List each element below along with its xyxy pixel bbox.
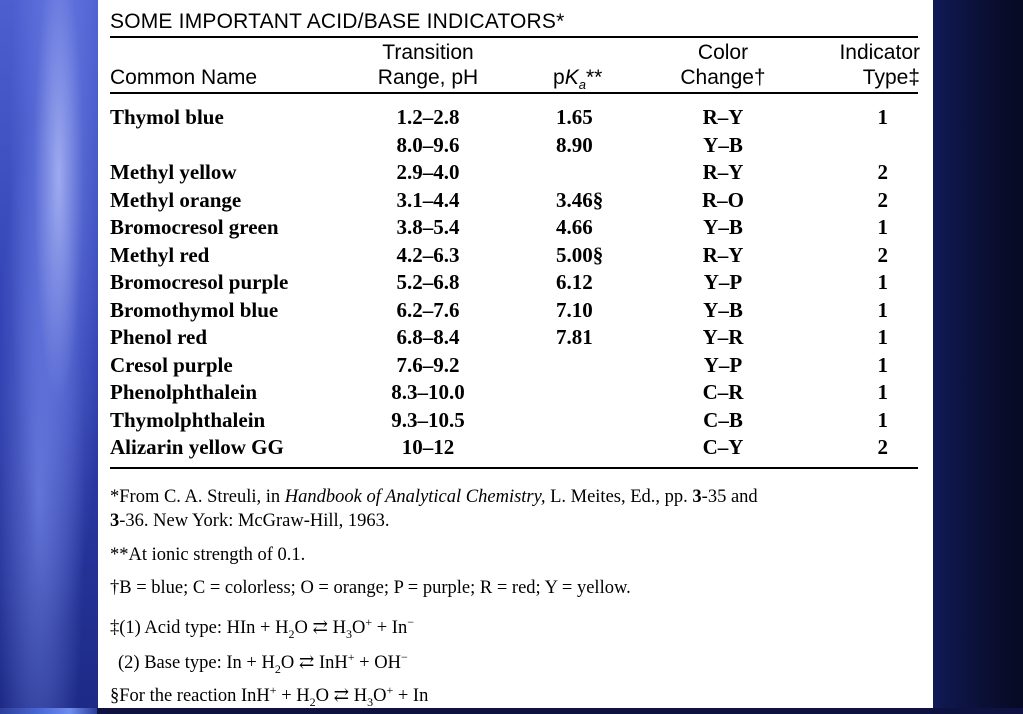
header-color-line1: Color (697, 41, 749, 64)
indicator-table-page (98, 0, 933, 708)
table-bottom-rule (110, 467, 918, 469)
reaction-text-1: §For the reaction InH (110, 686, 270, 707)
cell-common-name: Phenol red (110, 325, 208, 349)
cell-common-name: Methyl orange (110, 187, 242, 212)
cell-indicator-type: 1 (877, 407, 888, 432)
cell-color-change: Y–B (703, 132, 743, 157)
acid-type-text-4: + In (372, 618, 408, 639)
cell-transition-range: 9.3–10.5 (391, 407, 465, 432)
cell-transition-range: 8.3–10.0 (391, 380, 465, 404)
base-type-sup-2: − (400, 650, 408, 664)
footnote-color-key: †B = blue; C = colorless; O = orange; P = purple; R = red; Y = yellow. (110, 578, 631, 598)
header-rule (110, 92, 918, 94)
cell-indicator-type: 2 (877, 435, 888, 459)
cell-pka: 7.10 (556, 297, 593, 322)
header-type-line1: Indicator (839, 41, 920, 64)
title-rule (110, 36, 918, 38)
cell-color-change: C–B (703, 407, 743, 432)
table-row (98, 105, 933, 132)
table-row (98, 298, 933, 325)
reaction-sup-2: + (386, 683, 394, 697)
cell-transition-range: 3.8–5.4 (396, 215, 460, 239)
cell-pka: 7.81 (556, 325, 593, 349)
acid-type-sub-2: 3 (345, 626, 352, 641)
cell-common-name: Thymol blue (110, 105, 224, 129)
table-row (98, 133, 933, 160)
base-type-sup-1: + (347, 650, 355, 664)
table-title: SOME IMPORTANT ACID/BASE INDICATORS* (110, 10, 565, 33)
footnote-source (110, 485, 758, 533)
header-indicator-type (798, 40, 920, 90)
cell-color-change: R–O (702, 187, 744, 212)
cell-common-name: Phenolphthalein (110, 380, 258, 404)
cell-indicator-type: 1 (877, 215, 888, 239)
reaction-sub-2: 3 (367, 694, 374, 709)
table-row (98, 435, 933, 462)
acid-type-sup-1: + (365, 615, 373, 629)
cell-transition-range: 6.8–8.4 (396, 325, 460, 349)
table-row (98, 188, 933, 215)
reaction-sub-1: 2 (309, 694, 316, 709)
cell-color-change: R–Y (702, 160, 744, 184)
cell-pka: 5.00§ (556, 242, 604, 267)
cell-indicator-type: 1 (877, 297, 888, 322)
acid-type-text-2: O ⇄ H (294, 618, 346, 639)
cell-indicator-type: 1 (877, 270, 888, 294)
footnote-source-page-chapter-2: 3 (110, 511, 120, 531)
cell-indicator-type: 2 (877, 187, 888, 212)
cell-transition-range: 4.2–6.3 (396, 242, 460, 267)
cell-transition-range: 6.2–7.6 (396, 297, 460, 322)
cell-transition-range: 8.0–9.6 (396, 132, 460, 157)
cell-transition-range: 2.9–4.0 (396, 160, 460, 184)
header-common-name: Common Name (110, 66, 258, 89)
acid-type-text-1: ‡(1) Acid type: HIn + H (110, 618, 289, 639)
cell-color-change: Y–B (703, 297, 743, 322)
acid-type-text-3: O (351, 618, 366, 639)
header-type-line2: Type‡ (862, 66, 920, 89)
cell-color-change: C–R (702, 380, 744, 404)
header-transition-line2: Range, pH (377, 66, 479, 89)
cell-transition-range: 1.2–2.8 (396, 105, 460, 129)
footnote-source-page-chapter-1: 3 (692, 487, 702, 507)
cell-pka: 3.46§ (556, 187, 604, 212)
cell-indicator-type: 1 (877, 352, 888, 377)
base-type-text-1: (2) Base type: In + H (118, 653, 275, 674)
cell-color-change: R–Y (702, 105, 744, 129)
header-pka-mark: ** (585, 66, 603, 89)
cell-pka: 6.12 (556, 270, 593, 294)
cell-common-name: Bromothymol blue (110, 297, 279, 322)
cell-common-name: Bromocresol purple (110, 270, 289, 294)
table-row (98, 270, 933, 297)
footnote-ionic-strength: **At ionic strength of 0.1. (110, 545, 306, 565)
cell-common-name: Methyl yellow (110, 160, 237, 184)
cell-color-change: Y–R (702, 325, 744, 349)
cell-color-change: R–Y (702, 242, 744, 267)
reaction-text-3: O ⇄ H (315, 686, 368, 707)
table-row (98, 243, 933, 270)
footnote-source-text-a: *From C. A. Streuli, in (110, 487, 285, 507)
footnote-source-text-c: -35 and (701, 487, 758, 507)
cell-pka: 8.90 (556, 132, 593, 157)
cell-common-name: Alizarin yellow GG (110, 435, 284, 459)
cell-indicator-type: 1 (877, 380, 888, 404)
base-type-sub-1: 2 (274, 661, 281, 676)
table-row (98, 325, 933, 352)
footnote-source-text-d: -36. New York: McGraw-Hill, 1963. (119, 511, 390, 531)
cell-indicator-type: 1 (877, 325, 888, 349)
cell-common-name: Bromocresol green (110, 215, 279, 239)
cell-transition-range: 7.6–9.2 (396, 352, 460, 377)
footnote-reaction (110, 678, 428, 714)
cell-transition-range: 10–12 (401, 435, 455, 459)
cell-transition-range: 3.1–4.4 (396, 187, 460, 212)
background-left-panel (0, 0, 98, 708)
cell-color-change: C–Y (702, 435, 744, 459)
reaction-text-2: + H (276, 686, 310, 707)
cell-indicator-type: 2 (877, 160, 888, 184)
cell-color-change: Y–P (703, 352, 743, 377)
table-row (98, 160, 933, 187)
reaction-sup-1: + (269, 683, 277, 697)
cell-indicator-type: 1 (877, 105, 888, 129)
acid-type-sup-2: − (407, 615, 414, 629)
reaction-text-4: O (373, 686, 387, 707)
cell-common-name: Cresol purple (110, 352, 233, 377)
header-pka-sub: a (578, 77, 586, 93)
cell-transition-range: 5.2–6.8 (396, 270, 460, 294)
background-right-panel (933, 0, 1023, 708)
footnote-acid-type (110, 610, 414, 646)
cell-common-name: Thymolphthalein (110, 407, 266, 432)
footnote-source-book-title: Handbook of Analytical Chemistry, (284, 487, 546, 507)
table-row (98, 215, 933, 242)
cell-pka: 1.65 (556, 105, 593, 129)
header-pka-k: K (564, 66, 579, 89)
header-color-change (668, 40, 778, 90)
cell-color-change: Y–P (703, 270, 743, 294)
base-type-text-2: O ⇄ InH (280, 653, 348, 674)
cell-pka: 4.66 (556, 215, 593, 239)
header-transition-range (363, 40, 493, 90)
acid-type-sub-1: 2 (288, 626, 295, 641)
base-type-text-3: + OH (354, 653, 401, 674)
header-transition-line1: Transition (382, 41, 474, 64)
cell-indicator-type: 2 (877, 242, 888, 267)
table-row (98, 380, 933, 407)
table-row (98, 408, 933, 435)
cell-color-change: Y–B (703, 215, 743, 239)
reaction-text-5: + In (393, 686, 429, 707)
header-pka-p: p (553, 66, 565, 89)
footnote-base-type (118, 645, 408, 681)
header-color-line2: Change† (680, 66, 766, 89)
cell-common-name: Methyl red (110, 242, 210, 267)
table-row (98, 353, 933, 380)
footnote-source-text-b: L. Meites, Ed., pp. (545, 487, 693, 507)
